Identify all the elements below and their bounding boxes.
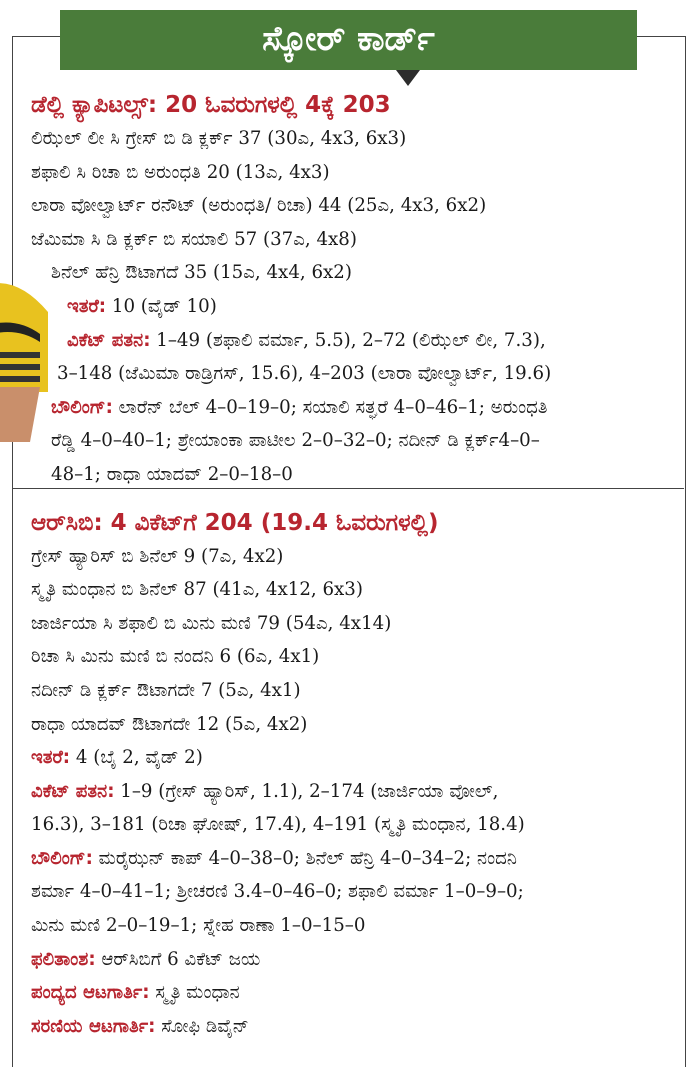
rcb-batter-line: ನದೀನ್ ಡಿ ಕ್ಲರ್ಕ್ ಔಟಾಗದೇ 7 (5ಎ, 4x1)	[31, 679, 301, 701]
rcb-batter-line: ರಾಧಾ ಯಾದವ್ ಔಟಾಗದೇ 12 (5ಎ, 4x2)	[31, 713, 308, 735]
rcb-fow-value: 1–9 (ಗ್ರೇಸ್ ಹ್ಯಾರಿಸ್, 1.1), 2–174 (ಜಾರ್ಜಿಯಾ ವೋಲ್,	[114, 780, 499, 802]
rcb-extras-label: ಇತರೆ:	[31, 747, 71, 769]
dc-fow-line: 3–148 (ಜೆಮಿಮಾ ರಾಡ್ರಿಗಸ್, 15.6), 4–203 (ಲಾರಾ ವೋಲ್ವಾರ್ಟ್, 19.6)	[57, 363, 552, 385]
dc-batter-line: ಲಾರಾ ವೋಲ್ವಾರ್ಟ್ ರನೌಟ್ (ಅರುಂಧತಿ/ ರಿಚಾ) 44 (25ಎ, 4x3, 6x2)	[31, 195, 487, 217]
rcb-bowling-line	[31, 842, 671, 876]
scorecard-content	[31, 88, 671, 1043]
pom-label: ಪಂದ್ಯದ ಆಟಗಾರ್ತಿ:	[31, 982, 150, 1004]
dc-fow-line	[31, 324, 671, 358]
rcb-bowling-line: ಶರ್ಮಾ 4–0–41–1; ಶ್ರೀಚರಣಿ 3.4–0–46–0; ಶಫಾಲಿ ವರ್ಮಾ 1–0–9–0;	[31, 881, 524, 903]
dc-innings-header: ಡೆಲ್ಲಿ ಕ್ಯಾಪಿಟಲ್ಸ್: 20 ಓವರುಗಳಲ್ಲಿ 4ಕ್ಕೆ 203	[31, 92, 391, 118]
player-of-series	[31, 1010, 671, 1044]
rcb-fow-line: 16.3), 3–181 (ರಿಚಾ ಘೋಷ್, 17.4), 4–191 (ಸ್ಮೃತಿ ಮಂಧಾನ, 18.4)	[31, 814, 525, 836]
rcb-bowling-value: ಮರೈಝನ್ ಕಾಪ್ 4–0–38–0; ಶಿನೆಲ್ ಹೆನ್ರಿ 4–0–34–2; ನಂದನಿ	[92, 847, 518, 869]
rcb-batter-line: ಸ್ಮೃತಿ ಮಂಧಾನ ಬಿ ಶಿನೆಲ್ 87 (41ಎ, 4x12, 6x3)	[31, 579, 363, 601]
dc-extras	[31, 290, 671, 324]
rcb-fow-label: ವಿಕೆಟ್ ಪತನ:	[31, 780, 115, 802]
rcb-batter-line: ರಿಚಾ ಸಿ ಮಿನು ಮಣಿ ಬಿ ನಂದನಿ 6 (6ಎ, 4x1)	[31, 646, 320, 668]
dc-batter-line: ಜೆಮಿಮಾ ಸಿ ಡಿ ಕ್ಲರ್ಕ್ ಬಿ ಸಯಾಲಿ 57 (37ಎ, 4x8)	[31, 228, 357, 250]
dc-batter-line: ಶಫಾಲಿ ಸಿ ರಿಚಾ ಬಿ ಅರುಂಧತಿ 20 (13ಎ, 4x3)	[31, 161, 330, 183]
rcb-batter-line: ಗ್ರೇಸ್ ಹ್ಯಾರಿಸ್ ಬಿ ಶಿನೆಲ್ 9 (7ಎ, 4x2)	[31, 545, 284, 567]
pos-value: ಸೋಫಿ ಡಿವೈನ್	[155, 1015, 249, 1037]
rcb-batter-line: ಜಾರ್ಜಿಯಾ ಸಿ ಶಫಾಲಿ ಬಿ ಮಿನು ಮಣಿ 79 (54ಎ, 4x14)	[31, 612, 392, 634]
dc-batter-line: ಲಿಝೆಲ್ ಲೀ ಸಿ ಗ್ರೇಸ್ ಬಿ ಡಿ ಕ್ಲರ್ಕ್ 37 (30ಎ, 4x3, 6x3)	[31, 128, 407, 149]
dc-bowling-line: ರೆಡ್ಡಿ 4–0–40–1; ಶ್ರೇಯಾಂಕಾ ಪಾಟೀಲ 2–0–32–0; ನದೀನ್ ಡಿ ಕ್ಲರ್ಕ್4–0–	[51, 430, 540, 452]
dc-bowling-label: ಬೌಲಿಂಗ್:	[51, 396, 113, 418]
dc-bowling-line	[31, 391, 671, 425]
player-of-match	[31, 976, 671, 1010]
pos-label: ಸರಣಿಯ ಆಟಗಾರ್ತಿ:	[31, 1015, 156, 1037]
rcb-extras	[31, 741, 671, 775]
dc-batter-line: ಶಿನೆಲ್ ಹೆನ್ರಿ ಔಟಾಗದೆ 35 (15ಎ, 4x4, 6x2)	[51, 262, 352, 284]
title-notch-icon	[396, 70, 420, 86]
result-value: ಆರ್‌ಸಿಬಿಗೆ 6 ವಿಕೆಟ್ ಜಯ	[95, 948, 261, 970]
rcb-innings-header: ಆರ್‌ಸಿಬಿ: 4 ವಿಕೆಟ್‌ಗೆ 204 (19.4 ಓವರುಗಳಲ್ಲಿ)	[31, 509, 439, 536]
match-result	[31, 943, 671, 977]
result-label: ಫಲಿತಾಂಶ:	[31, 948, 96, 970]
dc-fow-value: 1–49 (ಶಫಾಲಿ ವರ್ಮಾ, 5.5), 2–72 (ಲಿಝೆಲ್ ಲೀ, 7.3),	[150, 329, 546, 351]
rcb-extras-value: 4 (ಬೈ 2, ವೈಡ್ 2)	[70, 747, 203, 769]
rcb-fow-line	[31, 775, 671, 809]
dc-fow-label: ವಿಕೆಟ್ ಪತನ:	[67, 329, 151, 351]
dc-extras-label: ಇತರೆ:	[67, 295, 107, 317]
dc-extras-value: 10 (ವೈಡ್ 10)	[106, 295, 217, 317]
rcb-bowling-line: ಮಿನು ಮಣಿ 2–0–19–1; ಸ್ನೇಹ ರಾಣಾ 1–0–15–0	[31, 915, 366, 937]
scorecard-title: ಸ್ಕೋರ್ ಕಾರ್ಡ್	[60, 10, 637, 70]
pom-value: ಸ್ಮೃತಿ ಮಂಧಾನ	[149, 982, 240, 1004]
rcb-bowling-label: ಬೌಲಿಂಗ್:	[31, 847, 93, 869]
dc-bowling-value: ಲಾರೆನ್ ಬೆಲ್ 4–0–19–0; ಸಯಾಲಿ ಸತ್ಘರೆ 4–0–46–1; ಅರುಂಧತಿ	[112, 396, 548, 418]
dc-bowling-line: 48–1; ರಾಧಾ ಯಾದವ್ 2–0–18–0	[51, 463, 293, 485]
